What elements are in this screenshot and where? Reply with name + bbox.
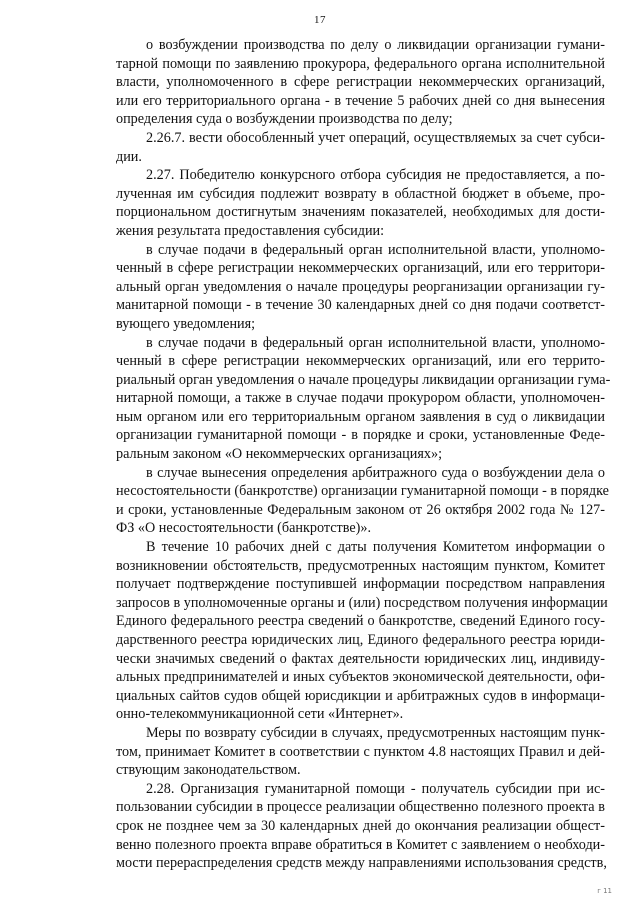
text-line: порциональном достигнутым значениям показателей, необходимых для дости-: [116, 204, 605, 221]
text-line: нитарной помощи, а также в случае подачи прокурором области, уполномочен-: [116, 390, 605, 407]
paragraph: [86, 334, 611, 464]
text-line: в случае вынесения определения арбитражного суда о возбуждении дела о: [146, 464, 605, 481]
text-line: тарной помощи по заявлению прокурора, федерального органа исполнительной: [116, 55, 605, 72]
paragraph: [86, 241, 605, 334]
text-line: онно-телекоммуникационной сети «Интернет».: [116, 706, 404, 723]
text-line: 2.27. Победителю конкурсного отбора субсидия не предоставляется, а по-: [146, 167, 605, 184]
text-line: мости перераспределения средств между направлениями использования средств,: [116, 855, 607, 872]
text-line: власти, уполномоченного в сфере регистрации некоммерческих организаций,: [116, 74, 605, 91]
text-line: ченный в сфере регистрации некоммерческих организаций, или его террито-: [116, 353, 605, 370]
text-line: в случае подачи в федеральный орган исполнительной власти, уполномо-: [146, 241, 605, 258]
text-line: манитарной помощи - в течение 30 календарных дней со дня подачи соответст-: [116, 297, 605, 314]
text-line: Меры по возврату субсидии в случаях, предусмотренных настоящим пунк-: [146, 724, 605, 741]
text-line: о возбуждении производства по делу о ликвидации организации гумани-: [146, 37, 605, 53]
text-line: лученная им субсидия подлежит возврату в областной бюджет в объеме, про-: [116, 185, 605, 202]
text-line: том, принимает Комитет в соответствии с пунктом 4.8 настоящих Правил и дей-: [116, 743, 605, 760]
paragraph: [86, 538, 608, 724]
text-line: ствующим законодательством.: [116, 762, 301, 779]
paragraph: [86, 464, 609, 538]
text-line: Единого федерального реестра сведений о банкротстве, сведений Единого госу-: [116, 613, 605, 630]
text-line: альных предпринимателей и иных субъектов экономической деятельности, офи-: [116, 669, 605, 686]
paragraph: [86, 780, 605, 873]
text-line: ральным законом «О некоммерческих организациях»;: [116, 446, 443, 463]
text-line: организации гуманитарной помощи - в порядке и сроки, установленные Феде-: [116, 427, 605, 444]
text-line: в случае подачи в федеральный орган исполнительной власти, уполномо-: [146, 334, 605, 351]
text-line: возникновении обстоятельств, предусмотренных настоящим пунктом, Комитет: [116, 557, 605, 574]
text-line: запросов в уполномоченные органы и (или) посредством получения информации: [116, 594, 608, 611]
text-line: чески значимых сведений о фактах деятельности юридических лиц, индивиду-: [116, 650, 605, 667]
page-number: 17: [314, 14, 326, 26]
text-line: или его территориального органа - в течение 5 рабочих дней со дня вынесения: [116, 92, 605, 109]
text-line: несостоятельности (банкротстве) организации гуманитарной помощи - в порядке: [116, 483, 609, 500]
text-line: срок не позднее чем за 30 календарных дней до окончания реализации общест-: [116, 817, 605, 834]
text-line: жения результата предоставления субсидии:: [116, 222, 385, 239]
text-line: 2.28. Организация гуманитарной помощи - получатель субсидии при ис-: [146, 780, 605, 797]
text-line: 2.26.7. вести обособленный учет операций, осуществляемых за счет субси-: [146, 129, 605, 146]
paragraph: [86, 166, 605, 240]
text-line: дии.: [116, 148, 142, 165]
text-line: ченный в сфере регистрации некоммерческих организаций, или его территори-: [116, 260, 605, 277]
document-body: [86, 36, 611, 873]
text-line: дарственного реестра юридических лиц, Единого федерального реестра юриди-: [116, 632, 605, 648]
text-line: и сроки, установленные Федеральным законом от 26 октября 2002 года № 127-: [116, 501, 605, 518]
text-line: пользовании субсидии в процессе реализации общественно полезного проекта в: [116, 799, 605, 816]
text-line: циальных сайтов судов общей юрисдикции и арбитражных судов в информаци-: [116, 687, 605, 704]
text-line: вующего уведомления;: [116, 315, 256, 332]
paragraph: [86, 129, 605, 166]
text-line: альный орган уведомления о начале процедуры реорганизации организации гу-: [116, 278, 605, 295]
text-line: риальный орган уведомления о начале процедуры ликвидации организации гума-: [116, 371, 611, 388]
paragraph: [86, 36, 605, 129]
text-line: В течение 10 рабочих дней с даты получения Комитетом информации о: [146, 539, 605, 556]
text-line: ФЗ «О несостоятельности (банкротстве)».: [116, 520, 371, 537]
text-line: получает подтверждение поступившей информации посредством направления: [116, 576, 605, 593]
paragraph: [86, 724, 605, 780]
text-line: венно полезного проекта вправе обратиться в Комитет с заявлением о необходи-: [116, 836, 605, 853]
text-line: ным органом или его территориальным органом заявления в суд о ликвидации: [116, 408, 605, 425]
text-line: определения суда о возбуждении производства по делу;: [116, 111, 453, 128]
footer-mark: г 11: [597, 887, 612, 895]
